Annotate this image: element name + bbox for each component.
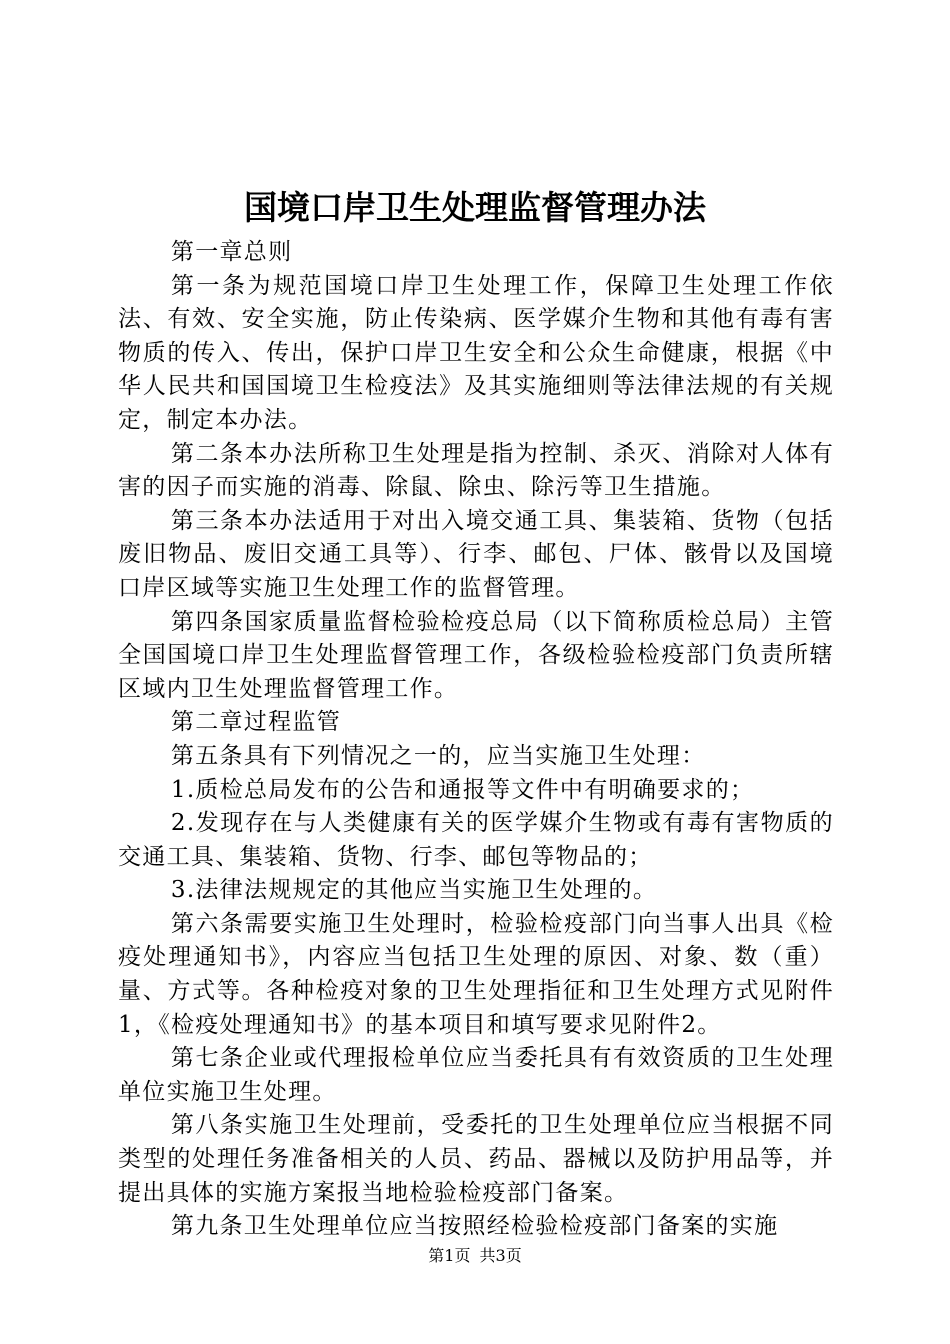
page-number: 第1页	[428, 1246, 471, 1265]
document-body	[118, 236, 834, 1244]
article-paragraph: 第九条卫生处理单位应当按照经检验检疫部门备案的实施	[170, 1213, 779, 1240]
list-item: 3.法律法规规定的其他应当实施卫生处理的。	[170, 877, 658, 904]
page-footer	[0, 1245, 950, 1267]
article-paragraph: 第七条企业或代理报检单位应当委托具有有效资质的卫生处理单位实施卫生处理。	[118, 1045, 834, 1105]
list-item: 2.发现存在与人类健康有关的医学媒介生物或有毒有害物质的交通工具、集装箱、货物、行李、邮包等物品的；	[118, 810, 834, 870]
page-total: 共3页	[479, 1246, 522, 1265]
article-paragraph: 第八条实施卫生处理前，受委托的卫生处理单位应当根据不同类型的处理任务准备相关的人员、药品、器械以及防护用品等，并提出具体的实施方案报当地检验检疫部门备案。	[118, 1112, 834, 1206]
article-paragraph: 第六条需要实施卫生处理时，检验检疫部门向当事人出具《检疫处理通知书》，内容应当包括卫生处理的原因、对象、数（重）量、方式等。各种检疫对象的卫生处理指征和卫生处理方式见附件1，《检疫处理通知书》的基本项目和填写要求见附件2。	[118, 910, 834, 1038]
article-paragraph: 第二条本办法所称卫生处理是指为控制、杀灭、消除对人体有害的因子而实施的消毒、除鼠、除虫、除污等卫生措施。	[118, 440, 834, 501]
list-item: 1.质检总局发布的公告和通报等文件中有明确要求的；	[170, 776, 755, 803]
article-paragraph: 第一条为规范国境口岸卫生处理工作，保障卫生处理工作依法、有效、安全实施，防止传染病、医学媒介生物和其他有毒有害物质的传入、传出，保护口岸卫生安全和公众生命健康，根据《中华人民共和国国境卫生检疫法》及其实施细则等法律法规的有关规定，制定本办法。	[118, 272, 834, 433]
chapter-heading: 第二章过程监管	[170, 709, 341, 736]
article-paragraph: 第三条本办法适用于对出入境交通工具、集装箱、货物（包括废旧物品、废旧交通工具等）、行李、邮包、尸体、骸骨以及国境口岸区域等实施卫生处理工作的监督管理。	[118, 507, 834, 601]
article-paragraph: 第四条国家质量监督检验检疫总局（以下简称质检总局）主管全国国境口岸卫生处理监督管理工作，各级检验检疫部门负责所辖区域内卫生处理监督管理工作。	[118, 608, 834, 702]
article-paragraph: 第五条具有下列情况之一的，应当实施卫生处理：	[170, 742, 706, 769]
chapter-heading: 第一章总则	[170, 239, 293, 265]
document-title: 国境口岸卫生处理监督管理办法	[244, 188, 706, 227]
